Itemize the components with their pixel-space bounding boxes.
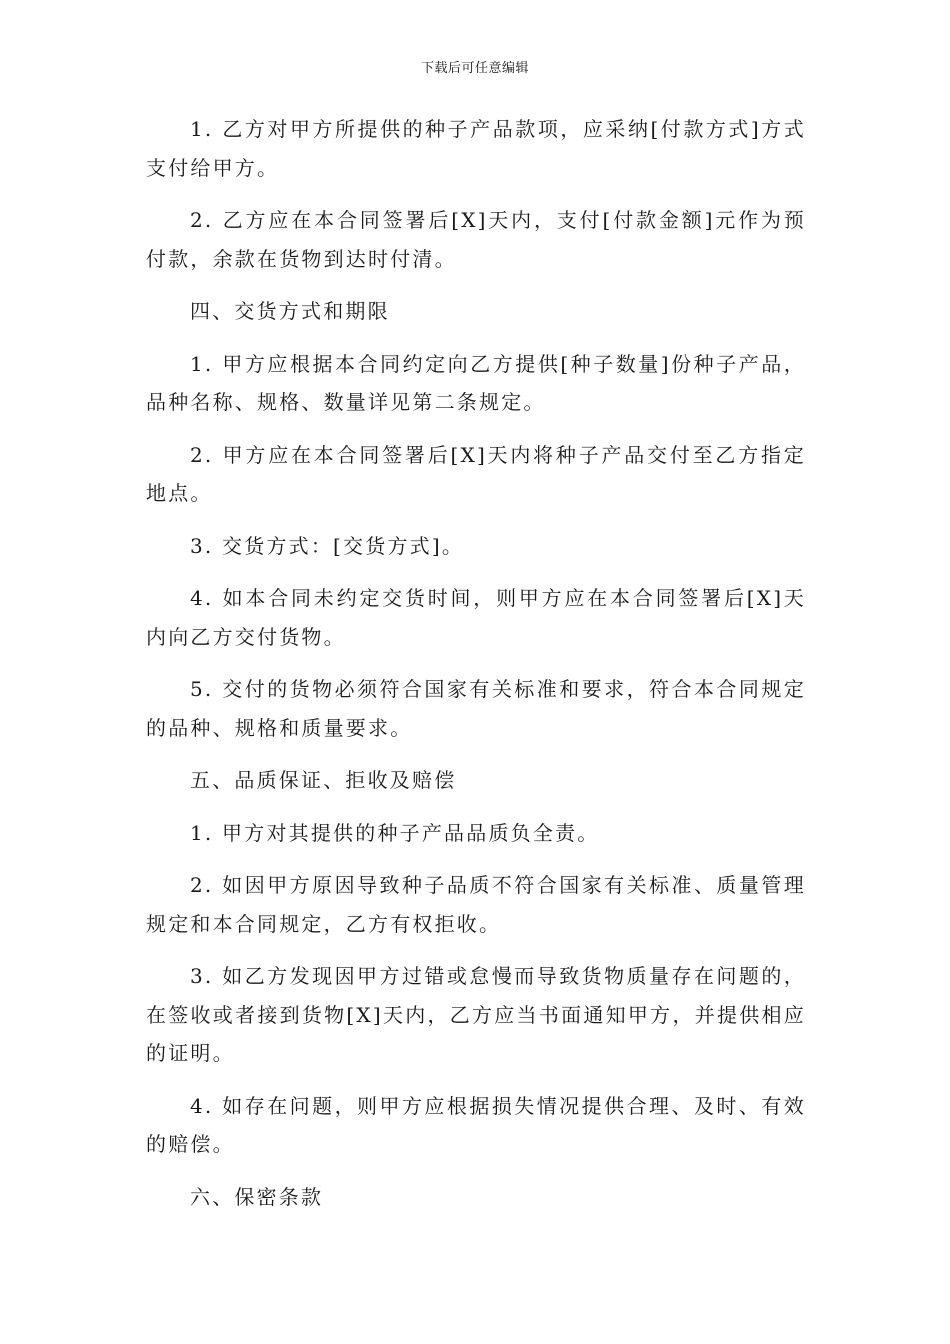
paragraph-rejection-right: 2. 如因甲方原因导致种子品质不符合国家有关标准、质量管理规定和本合同规定，乙方有权拒收。 bbox=[146, 873, 806, 936]
paragraph-delivery-location: 2. 甲方应在本合同签署后[X]天内将种子产品交付至乙方指定地点。 bbox=[146, 442, 806, 505]
paragraph-seed-quantity: 1. 甲方应根据本合同约定向乙方提供[种子数量]份种子产品，品种名称、规格、数量详见第二条规定。 bbox=[146, 351, 806, 414]
paragraph-prepayment: 2. 乙方应在本合同签署后[X]天内，支付[付款金额]元作为预付款，余款在货物到达时付清。 bbox=[146, 208, 806, 271]
page-header: 下载后可任意编辑 bbox=[420, 61, 529, 76]
paragraph-quality-notice: 3. 如乙方发现因甲方过错或怠慢而导致货物质量存在问题的，在签收或者接到货物[X]天内，乙方应当书面通知甲方，并提供相应的证明。 bbox=[146, 964, 806, 1065]
paragraph-payment-method: 1. 乙方对甲方所提供的种子产品款项，应采纳[付款方式]方式支付给甲方。 bbox=[146, 117, 806, 180]
paragraph-compensation: 4. 如存在问题，则甲方应根据损失情况提供合理、及时、有效的赔偿。 bbox=[146, 1093, 806, 1156]
section-heading-quality: 五、品质保证、拒收及赔偿 bbox=[190, 768, 457, 792]
paragraph-delivery-method: 3. 交货方式：[交货方式]。 bbox=[190, 533, 465, 558]
section-heading-confidentiality: 六、保密条款 bbox=[190, 1184, 324, 1209]
document-body bbox=[146, 110, 806, 1230]
paragraph-quality-responsibility: 1. 甲方对其提供的种子产品品质负全责。 bbox=[190, 820, 600, 845]
section-heading-delivery: 四、交货方式和期限 bbox=[190, 299, 390, 323]
paragraph-delivery-time: 4. 如本合同未约定交货时间，则甲方应在本合同签署后[X]天内向乙方交付货物。 bbox=[146, 586, 806, 649]
paragraph-standards: 5. 交付的货物必须符合国家有关标准和要求，符合本合同规定的品种、规格和质量要求。 bbox=[146, 677, 806, 740]
